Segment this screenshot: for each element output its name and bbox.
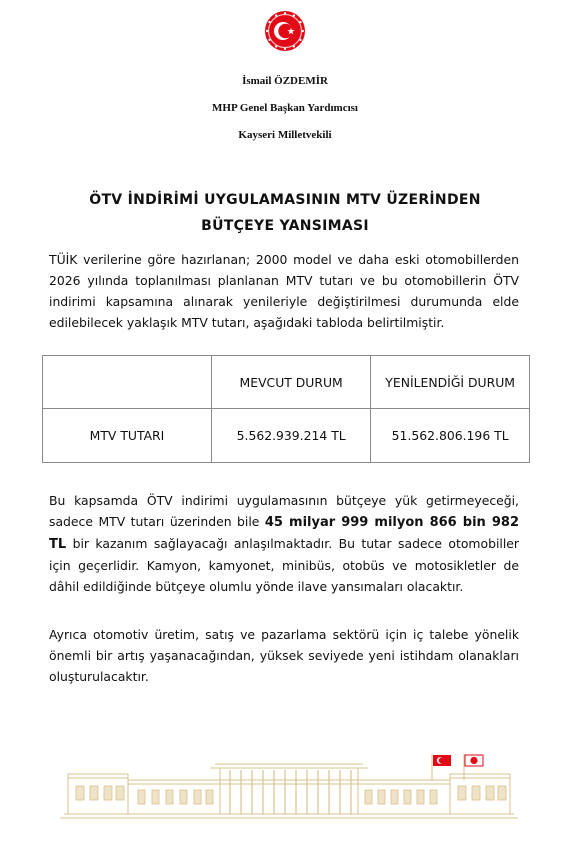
table-header-renewed: YENİLENDİĞİ DURUM	[371, 356, 530, 409]
employment-paragraph: Ayrıca otomotiv üretim, satış ve pazarlama sektörü için iç talebe yönelik önemli bir artış yaşanacağından, yüksek seviyede yeni istihdam olanakları oluşturulacaktır.	[49, 627, 519, 684]
table-current-value: 5.562.939.214 TL	[212, 409, 371, 463]
author-constituency: Kayseri Milletvekili	[238, 129, 332, 141]
author-role: MHP Genel Başkan Yardımcısı	[212, 102, 358, 114]
document-title-line2: BÜTÇEYE YANSIMASI	[201, 218, 369, 234]
table-renewed-value: 51.562.806.196 TL	[371, 409, 530, 463]
savings-paragraph	[49, 490, 519, 597]
intro-paragraph: TÜİK verilerine göre hazırlanan; 2000 model ve daha eski otomobillerden 2026 yılında toplanılması planlanan MTV tutarı ve bu otomobillerin ÖTV indirimi kapsamına alınarak yenileriyle değiştirilmesi durumunda elde edilebilecek yaklaşık MTV tutarı, aşağıdaki tabloda belirtilmiştir.	[49, 252, 519, 330]
parliament-emblem-icon	[264, 10, 306, 52]
table-row	[43, 409, 530, 463]
savings-amount: 45 milyar 999 milyon 866 bin 982 TL	[49, 515, 520, 552]
parliament-building-illustration	[60, 752, 518, 822]
savings-paragraph-part2: bir kazanım sağlayacağı anlaşılmaktadır. Bu tutar sadece otomobiller için geçerlidir. Kamyon, kamyonet, minibüs, otobüs ve motosikletler de dâhil edildiğinde bütçeye olumlu yönde ilave yansımaları olacaktır.	[49, 536, 519, 594]
table-header-current: MEVCUT DURUM	[212, 356, 371, 409]
document-title-line1: ÖTV İNDİRİMİ UYGULAMASININ MTV ÜZERİNDEN	[89, 192, 481, 208]
savings-paragraph-part1: Bu kapsamda ÖTV indirimi uygulamasının bütçeye yük getirmeyeceği, sadece MTV tutarı üzerinden bile	[49, 493, 519, 529]
mtv-comparison-table	[42, 355, 530, 463]
table-header-empty-cell	[43, 356, 212, 409]
table-header-row	[43, 356, 530, 409]
table-row-label: MTV TUTARI	[43, 409, 212, 463]
author-name: İsmail ÖZDEMİR	[242, 75, 328, 87]
